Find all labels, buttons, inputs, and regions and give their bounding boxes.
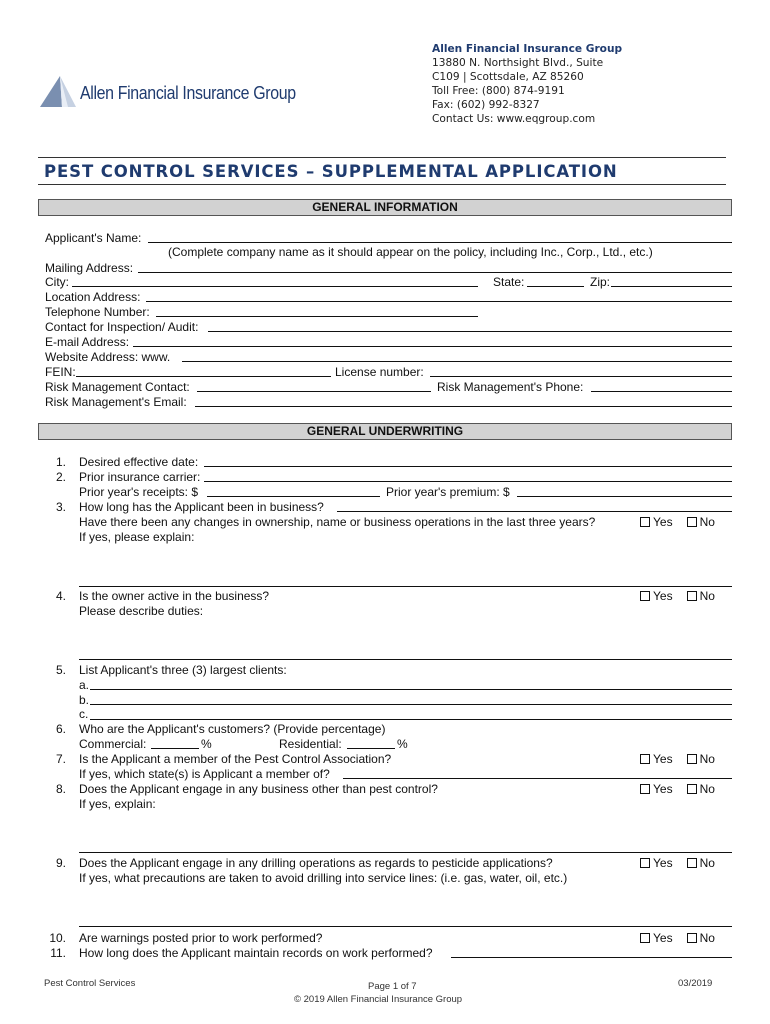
question-3-yes-checkbox[interactable]	[640, 517, 650, 527]
question-7-number: 7.	[55, 752, 66, 766]
company-name: Allen Financial Insurance Group	[432, 43, 623, 55]
address-line-2: C109 | Scottsdale, AZ 85260	[432, 71, 584, 83]
client-a-label: a.	[79, 678, 90, 692]
logo-mark-icon	[38, 74, 78, 108]
footer-date: 03/2019	[678, 978, 713, 989]
question-4-duties-field[interactable]	[79, 645, 732, 660]
footer-form-name: Pest Control Services	[44, 978, 136, 989]
address-line-1: 13880 N. Northsight Blvd., Suite	[432, 57, 604, 69]
question-5-label: List Applicant's three (3) largest clients:	[79, 663, 287, 677]
title-rule-bottom	[38, 184, 726, 185]
question-10-yes-checkbox[interactable]	[640, 933, 650, 943]
question-11-number: 11.	[50, 946, 66, 960]
question-9-yes-no	[640, 856, 715, 871]
question-6-number: 6.	[55, 722, 66, 736]
risk-email-label: Risk Management's Email:	[45, 395, 187, 409]
general-underwriting-header: GENERAL UNDERWRITING	[38, 423, 732, 440]
client-c-field[interactable]	[90, 705, 732, 720]
general-information-header: GENERAL INFORMATION	[38, 199, 732, 216]
question-8-number: 8.	[55, 782, 66, 796]
applicant-name-note: (Complete company name as it should appear on the policy, including Inc., Corp., Ltd., etc.)	[168, 245, 653, 259]
question-7-no-checkbox[interactable]	[687, 754, 697, 764]
question-10-label: Are warnings posted prior to work performed?	[79, 931, 323, 945]
applicant-name-field[interactable]	[148, 228, 732, 243]
no-label: No	[699, 782, 715, 796]
commercial-label: Commercial:	[79, 737, 147, 751]
prior-receipts-label: Prior year's receipts: $	[79, 485, 198, 499]
no-label: No	[699, 515, 715, 529]
question-9-no-checkbox[interactable]	[687, 858, 697, 868]
question-10-number: 10.	[49, 931, 66, 945]
question-3-changes-label: Have there been any changes in ownership, name or business operations in the last three years?	[79, 515, 596, 529]
risk-phone-field[interactable]	[591, 377, 732, 392]
no-label: No	[699, 931, 715, 945]
question-9-precautions-field[interactable]	[79, 912, 732, 927]
email-label: E-mail Address:	[45, 335, 130, 349]
email-field[interactable]	[133, 332, 732, 347]
title-rule-top	[38, 157, 726, 158]
question-7-state-label: If yes, which state(s) is Applicant a member of?	[79, 767, 330, 781]
question-7-label: Is the Applicant a member of the Pest Control Association?	[79, 752, 392, 766]
member-state-field[interactable]	[343, 764, 732, 779]
yes-label: Yes	[653, 515, 673, 529]
yes-label: Yes	[653, 856, 673, 870]
mailing-address-field[interactable]	[138, 258, 732, 273]
effective-date-field[interactable]	[204, 452, 732, 467]
zip-label: Zip:	[590, 275, 611, 289]
question-3-explain-field[interactable]	[79, 572, 732, 587]
page-title: PEST CONTROL SERVICES – SUPPLEMENTAL APPLICATION	[44, 162, 618, 181]
inspection-contact-label: Contact for Inspection/ Audit:	[45, 320, 199, 334]
website-label: Website Address: www.	[45, 350, 171, 364]
question-7-yes-checkbox[interactable]	[640, 754, 650, 764]
question-9-yes-checkbox[interactable]	[640, 858, 650, 868]
question-6-label: Who are the Applicant's customers? (Provide percentage)	[79, 722, 386, 736]
company-contact-block	[432, 42, 622, 126]
prior-carrier-field[interactable]	[204, 467, 732, 482]
question-8-label: Does the Applicant engage in any business other than pest control?	[79, 782, 438, 796]
logo-text: Allen Financial Insurance Group	[80, 82, 296, 103]
records-retention-field[interactable]	[451, 943, 732, 958]
state-field[interactable]	[527, 272, 584, 287]
prior-receipts-field[interactable]	[207, 482, 380, 497]
client-b-label: b.	[79, 693, 90, 707]
client-c-label: c.	[79, 707, 89, 721]
website-field[interactable]	[182, 347, 732, 362]
mailing-address-label: Mailing Address:	[45, 261, 134, 275]
question-4-yes-no	[640, 589, 715, 604]
license-field[interactable]	[430, 362, 732, 377]
risk-phone-label: Risk Management's Phone:	[437, 380, 584, 394]
question-1-label: Desired effective date:	[79, 455, 199, 469]
question-8-yes-no	[640, 782, 715, 797]
question-9-label: Does the Applicant engage in any drilling operations as regards to pesticide applications?	[79, 856, 553, 870]
applicant-name-label: Applicant's Name:	[45, 231, 142, 245]
prior-premium-field[interactable]	[517, 482, 732, 497]
location-address-label: Location Address:	[45, 290, 141, 304]
yes-label: Yes	[653, 589, 673, 603]
no-label: No	[699, 589, 715, 603]
question-10-no-checkbox[interactable]	[687, 933, 697, 943]
fein-label: FEIN:	[45, 365, 76, 379]
prior-premium-label: Prior year's premium: $	[386, 485, 510, 499]
question-3-label: How long has the Applicant been in business?	[79, 500, 324, 514]
question-8-explain-field[interactable]	[79, 838, 732, 853]
question-2-label: Prior insurance carrier:	[79, 470, 201, 484]
question-8-no-checkbox[interactable]	[687, 784, 697, 794]
question-3-explain-label: If yes, please explain:	[79, 530, 195, 544]
yes-label: Yes	[653, 931, 673, 945]
no-label: No	[699, 856, 715, 870]
risk-contact-field[interactable]	[197, 377, 431, 392]
question-2-number: 2.	[55, 470, 66, 484]
footer-copyright: © 2019 Allen Financial Insurance Group	[294, 994, 463, 1005]
question-3-number: 3.	[55, 500, 66, 514]
fax-number: Fax: (602) 992-8327	[432, 99, 540, 111]
question-4-yes-checkbox[interactable]	[640, 591, 650, 601]
question-5-number: 5.	[55, 663, 66, 677]
fein-field[interactable]	[76, 362, 331, 377]
state-label: State:	[493, 275, 525, 289]
question-3-yes-no	[640, 515, 715, 530]
question-8-explain-label: If yes, explain:	[79, 797, 156, 811]
question-1-number: 1.	[55, 455, 66, 469]
location-address-field[interactable]	[146, 287, 732, 302]
question-4-duties-label: Please describe duties:	[79, 604, 204, 618]
toll-free-number: Toll Free: (800) 874-9191	[432, 85, 565, 97]
license-label: License number:	[335, 365, 424, 379]
question-11-label: How long does the Applicant maintain records on work performed?	[79, 946, 433, 960]
city-label: City:	[45, 275, 69, 289]
years-in-business-field[interactable]	[337, 497, 732, 512]
residential-percent-sign: %	[397, 737, 408, 751]
telephone-label: Telephone Number:	[45, 305, 150, 319]
client-a-field[interactable]	[90, 675, 732, 690]
commercial-percent-field[interactable]	[151, 734, 199, 749]
yes-label: Yes	[653, 782, 673, 796]
contact-website: Contact Us: www.eqgroup.com	[432, 113, 596, 125]
residential-percent-field[interactable]	[347, 734, 395, 749]
question-4-label: Is the owner active in the business?	[79, 589, 270, 603]
commercial-percent-sign: %	[201, 737, 212, 751]
footer-page-number: Page 1 of 7	[368, 981, 417, 992]
question-9-precautions-label: If yes, what precautions are taken to avoid drilling into service lines: (i.e. gas, water, oil, etc.)	[79, 871, 568, 885]
zip-field[interactable]	[611, 272, 732, 287]
telephone-field[interactable]	[156, 302, 478, 317]
question-3-no-checkbox[interactable]	[687, 517, 697, 527]
risk-contact-label: Risk Management Contact:	[45, 380, 190, 394]
city-field[interactable]	[72, 272, 478, 287]
risk-email-field[interactable]	[195, 392, 732, 407]
yes-label: Yes	[653, 752, 673, 766]
question-4-number: 4.	[55, 589, 66, 603]
no-label: No	[699, 752, 715, 766]
residential-label: Residential:	[279, 737, 342, 751]
client-b-field[interactable]	[90, 690, 732, 705]
inspection-contact-field[interactable]	[208, 317, 732, 332]
question-8-yes-checkbox[interactable]	[640, 784, 650, 794]
question-9-number: 9.	[55, 856, 66, 870]
question-4-no-checkbox[interactable]	[687, 591, 697, 601]
company-logo	[38, 72, 308, 112]
